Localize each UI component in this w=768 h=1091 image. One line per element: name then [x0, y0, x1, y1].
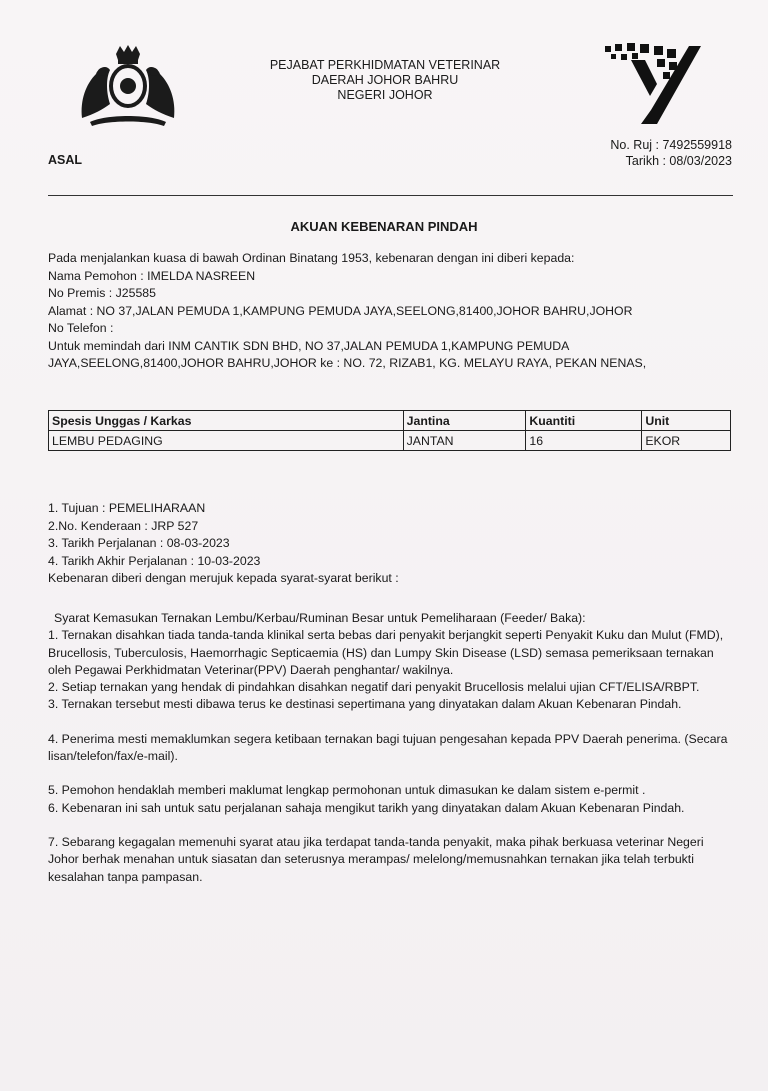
document-title: AKUAN KEBENARAN PINDAH [290, 219, 478, 234]
office-line-3: NEGERI JOHOR [337, 88, 433, 102]
cell-sex: JANTAN [403, 431, 526, 451]
condition-5: 5. Pemohon hendaklah memberi maklumat lengkap permohonan untuk dimasukan ke dalam sistem e-permit . [48, 783, 646, 798]
office-line-2: DAERAH JOHOR BAHRU [311, 73, 459, 87]
move-route-line-2: JAYA,SEELONG,81400,JOHOR BAHRU,JOHOR ke : NO. 72, RIZAB1, KG. MELAYU RAYA, PEKAN NENAS, [48, 356, 647, 370]
travel-date: 3. Tarikh Perjalanan : 08-03-2023 [48, 536, 230, 550]
veterinary-v-logo-icon [597, 40, 703, 126]
cell-quantity: 16 [526, 431, 642, 451]
header-divider [48, 195, 733, 196]
permit-intro [48, 250, 738, 373]
movement-details [48, 500, 738, 588]
column-header-unit: Unit [642, 411, 731, 431]
vehicle-number: 2.No. Kenderaan : JRP 527 [48, 518, 199, 533]
office-line-1: PEJABAT PERKHIDMATAN VETERINAR [269, 58, 501, 72]
reference-number: No. Ruj : 7492559918 [610, 138, 732, 152]
table-header-row [49, 411, 731, 431]
conditions-intro: Kebenaran diberi dengan merujuk kepada syarat-syarat berikut : [48, 571, 399, 585]
johor-state-crest-icon [76, 44, 180, 126]
condition-1: 1. Ternakan disahkan tiada tanda-tanda klinikal serta bebas dari penyakit berjangkit seperti Penyakit Kuku dan Mulut (FMD), Brucellosis, Tuberculosis, Haemorrhagic Septicaemia (HS) dan Lumpy Skin Disease (LSD) semasa pemeriksaan ternakan oleh Pegawai Perkhidmatan Veterinar(PPV) Daerah penghantar/ wakilnya. [48, 628, 724, 677]
authority-statement: Pada menjalankan kuasa di bawah Ordinan Binatang 1953, kebenaran dengan ini diberi kepada: [48, 251, 575, 265]
condition-6: 6. Kebenaran ini sah untuk satu perjalanan sahaja mengikut tarikh yang dinyatakan dalam Akuan Kebenaran Pindah. [48, 800, 685, 815]
phone-number: No Telefon : [48, 321, 114, 335]
travel-end-date: 4. Tarikh Akhir Perjalanan : 10-03-2023 [48, 553, 261, 568]
column-header-sex: Jantina [403, 411, 526, 431]
reference-block [610, 137, 732, 169]
condition-3: 3. Ternakan tersebut mesti dibawa terus ke destinasi sepertimana yang dinyatakan dalam Akuan Kebenaran Pindah. [48, 697, 682, 712]
applicant-name: Nama Pemohon : IMELDA NASREEN [48, 268, 256, 283]
cell-species: LEMBU PEDAGING [49, 431, 404, 451]
column-header-quantity: Kuantiti [526, 411, 642, 431]
column-header-species: Spesis Unggas / Karkas [49, 411, 404, 431]
condition-2: 2. Setiap ternakan yang hendak di pindahkan disahkan negatif dari penyakit Brucellosis melalui ujian CFT/ELISA/RBPT. [48, 680, 700, 695]
livestock-table [48, 410, 731, 451]
purpose: 1. Tujuan : PEMELIHARAAN [48, 501, 206, 515]
copy-label: ASAL [48, 153, 83, 167]
issuing-office [230, 58, 540, 103]
premises-number: No Premis : J25585 [48, 286, 156, 300]
move-route-line-1: Untuk memindah dari INM CANTIK SDN BHD, NO 37,JALAN PEMUDA 1,KAMPUNG PEMUDA [48, 338, 570, 353]
condition-4: 4. Penerima mesti memaklumkan segera ketibaan ternakan bagi tujuan pengesahan kepada PPV Daerah penerima. (Secara lisan/telefon/fax/e-mail). [48, 731, 728, 764]
condition-7: 7. Sebarang kegagalan memenuhi syarat atau jika terdapat tanda-tanda penyakit, maka pihak berkuasa veterinar Negeri Johor berhak menahan untuk siasatan dan seterusnya merampas/ melelong/memusnahkan ternakan jika telah terbukti kesalahan tanpa pampasan. [48, 834, 704, 884]
conditions-heading: Syarat Kemasukan Ternakan Lembu/Kerbau/Ruminan Besar untuk Pemeliharaan (Feeder/ Baka): [54, 611, 586, 625]
applicant-address: Alamat : NO 37,JALAN PEMUDA 1,KAMPUNG PEMUDA JAYA,SEELONG,81400,JOHOR BAHRU,JOHOR [48, 303, 633, 318]
table-row [49, 431, 731, 451]
cell-unit: EKOR [642, 431, 731, 451]
issue-date: Tarikh : 08/03/2023 [625, 154, 732, 168]
conditions-list [48, 610, 733, 886]
